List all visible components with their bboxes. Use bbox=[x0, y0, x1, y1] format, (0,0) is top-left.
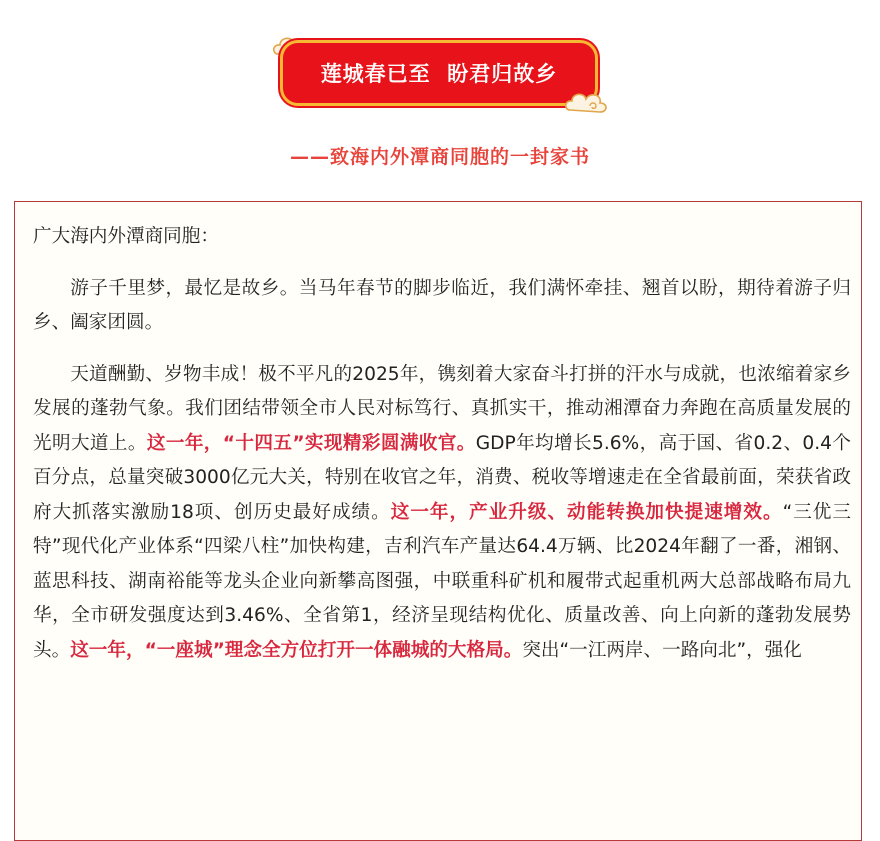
letter-content bbox=[33, 220, 851, 685]
paragraph-text: 天道酬勤、岁物丰成！极不平凡的2025年，镌刻着大家奋斗打拼的汗水与成就，也浓缩着家乡发展的蓬勃气象。我们团结带领全市人民对标笃行、真抓实干，推动湘潭奋力奔跑在高质量发展的光明大道上。 bbox=[33, 363, 851, 454]
paragraph-text: 突出“一江两岸、一路向北”，强化 bbox=[522, 639, 802, 661]
paragraph-text: GDP年均增长5.6%，高于国、省0.2、0.4个百分点，总量突破3000亿元大关，特别在收官之年，消费、税收等增速走在全省最前面，荣获省政府大抓落实激励18项、创历史最好成绩。 bbox=[33, 432, 851, 523]
auspicious-cloud-right-icon bbox=[564, 88, 610, 118]
banner-body bbox=[280, 40, 598, 106]
letter-paragraph-2 bbox=[33, 358, 851, 669]
letter-box bbox=[14, 201, 862, 841]
banner-title: 莲城春已至 盼君归故乡 bbox=[320, 62, 558, 86]
letter-salutation: 广大海内外潭商同胞： bbox=[33, 226, 219, 247]
paragraph-text: “三优三特”现代化产业体系“四梁八柱”加快构建，吉利汽车产量达64.4万辆、比2024年翻了一番，湘钢、蓝思科技、湖南裕能等龙头企业向新攀高图强，中联重科矿机和履带式起重机两大总部战略布局九华，全市研发强度达到3.46%、全省第1，经济呈现结构优化、质量改善、向上向新的蓬勃发展势头。 bbox=[33, 501, 851, 661]
highlight-text: 这一年，“一座城”理念全方位打开一体融城的大格局。 bbox=[70, 639, 523, 661]
highlight-text: 这一年，“十四五”实现精彩圆满收官。 bbox=[146, 432, 476, 454]
letter-subtitle: ——致海内外潭商同胞的一封家书 bbox=[289, 146, 590, 168]
letter-paragraph-1: 游子千里梦，最忆是故乡。当马年春节的脚步临近，我们满怀牵挂、翘首以盼，期待着游子归乡、阖家团圆。 bbox=[33, 277, 851, 333]
title-banner bbox=[272, 36, 608, 116]
highlight-text: 这一年，产业升级、动能转换加快提速增效。 bbox=[390, 501, 783, 523]
